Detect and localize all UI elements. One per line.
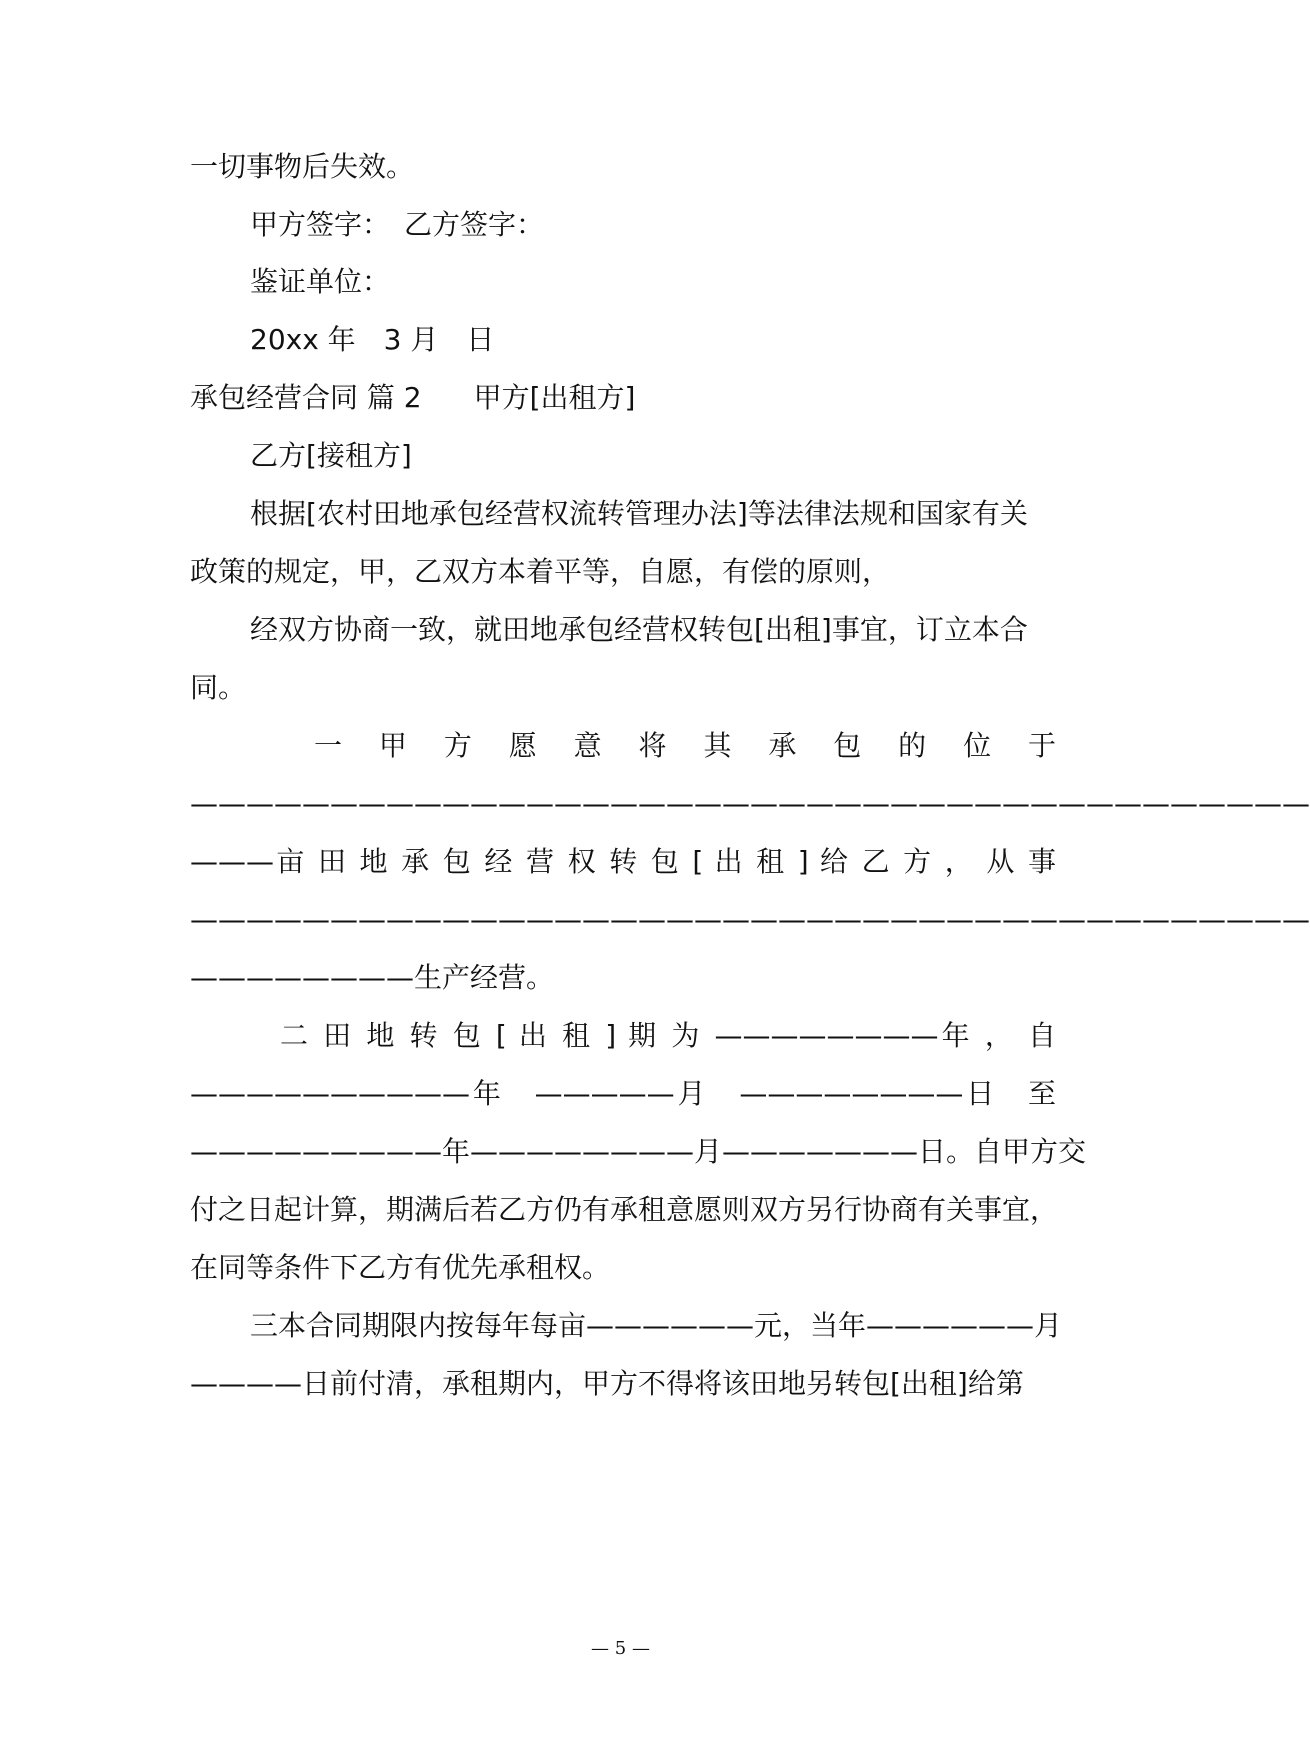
paragraph-line: 同。 xyxy=(190,671,247,704)
paragraph-line: 政策的规定，甲，乙双方本着平等，自愿，有偿的原则， xyxy=(190,555,891,588)
blank-fill-line: ———————————————————————————————————————— xyxy=(190,787,1310,820)
signature-line: 甲方签字： 乙方签字： xyxy=(250,208,545,241)
clause-two-line: 二 田 地 转 包 [ 出 租 ] 期 为 ————————年 ， 自 xyxy=(280,1019,1056,1052)
contract-heading-line xyxy=(190,378,1056,418)
clause-two-line: —————————年————————月———————日。自甲方交 xyxy=(190,1135,1087,1168)
contract-title: 承包经营合同 篇 2 xyxy=(190,381,422,414)
clause-one-line: ————————生产经营。 xyxy=(190,961,555,994)
clause-two-line: 在同等条件下乙方有优先承租权。 xyxy=(190,1251,611,1284)
clause-three-line: ————日前付清，承租期内，甲方不得将该田地另转包[出租]给第 xyxy=(190,1367,1024,1400)
clause-two-line: 付之日起计算，期满后若乙方仍有承租意愿则双方另行协商有关事宜， xyxy=(190,1193,1059,1226)
paragraph-line: 根据[农村田地承包经营权流转管理办法]等法律法规和国家有关 xyxy=(250,497,1028,530)
paragraph-line: 经双方协商一致，就田地承包经营权转包[出租]事宜，订立本合 xyxy=(250,613,1028,646)
date-line: 20xx 年 3 月 日 xyxy=(250,323,495,356)
clause-one-line: 一 甲 方 愿 意 将 其 承 包 的 位 于 xyxy=(314,729,1056,762)
clause-two-line: ——————————年 —————月 ————————日 至 xyxy=(190,1077,1056,1110)
paragraph-line: 一切事物后失效。 xyxy=(190,150,415,183)
page-number: — 5 — xyxy=(591,1638,650,1659)
clause-one-line: ———亩 田 地 承 包 经 营 权 转 包 [ 出 租 ] 给 乙 方 ， 从 事 xyxy=(190,845,1056,878)
party-b-label: 乙方[接租方] xyxy=(250,439,412,472)
verification-unit-line: 鉴证单位： xyxy=(250,265,391,298)
party-a-label: 甲方[出租方] xyxy=(473,381,636,414)
clause-three-line: 三本合同期限内按每年每亩——————元，当年——————月 xyxy=(250,1309,1063,1342)
blank-fill-line: ———————————————————————————————————————— xyxy=(190,903,1310,936)
